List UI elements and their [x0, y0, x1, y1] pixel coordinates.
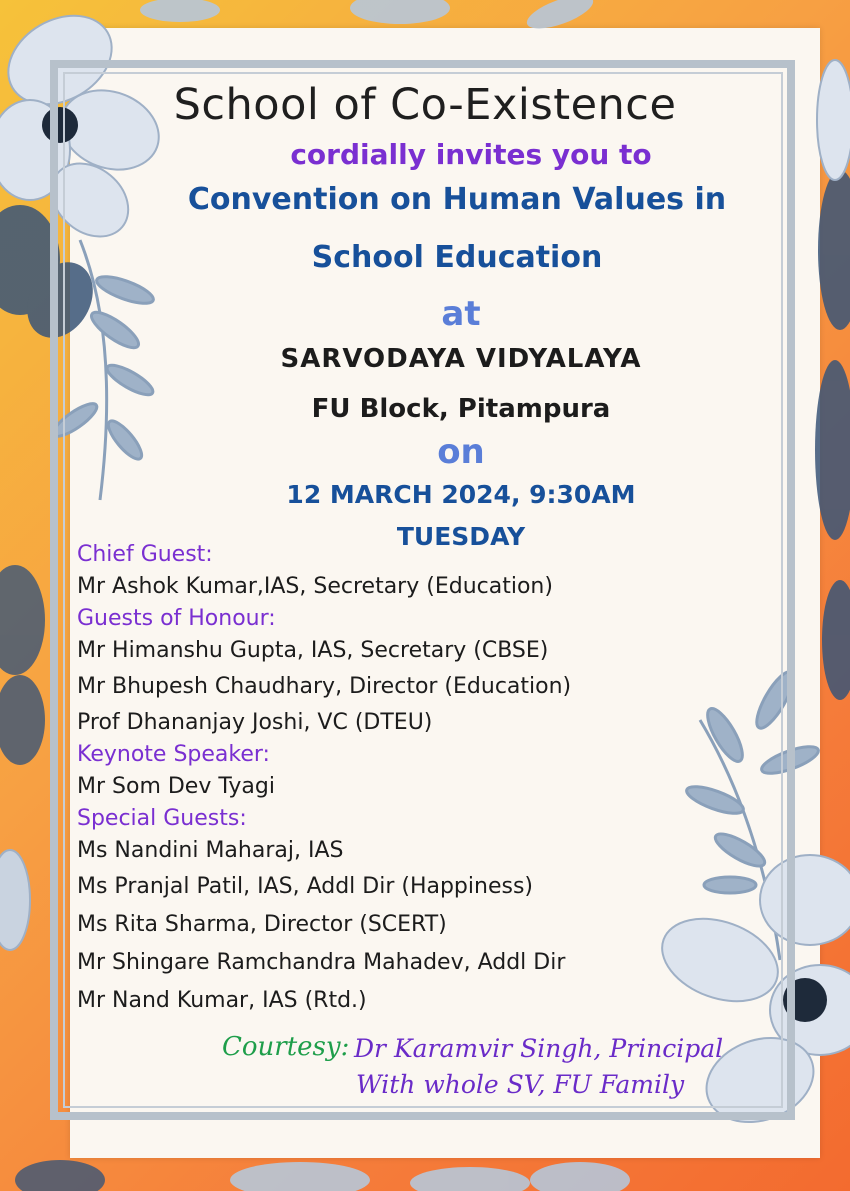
guest-name: Ms Nandini Maharaj, IAS [77, 838, 344, 863]
event-day: TUESDAY [396, 522, 526, 551]
chief-guest-heading: Chief Guest: [77, 542, 213, 567]
guest-name: Prof Dhananjay Joshi, VC (DTEU) [77, 710, 433, 735]
guest-name: Mr Som Dev Tyagi [77, 774, 275, 799]
keynote-speaker-heading: Keynote Speaker: [77, 742, 270, 767]
guest-name: Mr Nand Kumar, IAS (Rtd.) [77, 988, 367, 1013]
guest-name: Mr Bhupesh Chaudhary, Director (Education) [77, 674, 572, 699]
school-name: School of Co-Existence [173, 80, 677, 130]
on-label: on [437, 432, 485, 472]
convention-title-line-1: Convention on Human Values in [187, 182, 727, 217]
guest-name: Ms Rita Sharma, Director (SCERT) [77, 912, 447, 937]
guest-name: Mr Himanshu Gupta, IAS, Secretary (CBSE) [77, 638, 549, 663]
venue-name: SARVODAYA VIDYALAYA [280, 344, 642, 374]
guest-name: Mr Ashok Kumar,IAS, Secretary (Education) [77, 574, 553, 599]
courtesy-line-1: Dr Karamvir Singh, Principal [354, 1034, 724, 1063]
special-guests-heading: Special Guests: [77, 806, 247, 831]
courtesy-label: Courtesy: [222, 1032, 350, 1062]
event-date: 12 MARCH 2024, 9:30AM [286, 480, 636, 509]
guests-of-honour-heading: Guests of Honour: [77, 606, 276, 631]
convention-title-line-2: School Education [311, 240, 603, 275]
guest-name: Mr Shingare Ramchandra Mahadev, Addl Dir [77, 950, 566, 975]
courtesy-line-2: With whole SV, FU Family [356, 1070, 685, 1099]
venue-address: FU Block, Pitampura [311, 394, 611, 424]
guest-list [77, 540, 727, 1020]
invite-line: cordially invites you to [290, 138, 652, 171]
guest-name: Ms Pranjal Patil, IAS, Addl Dir (Happiness) [77, 874, 533, 899]
at-label: at [441, 294, 481, 334]
